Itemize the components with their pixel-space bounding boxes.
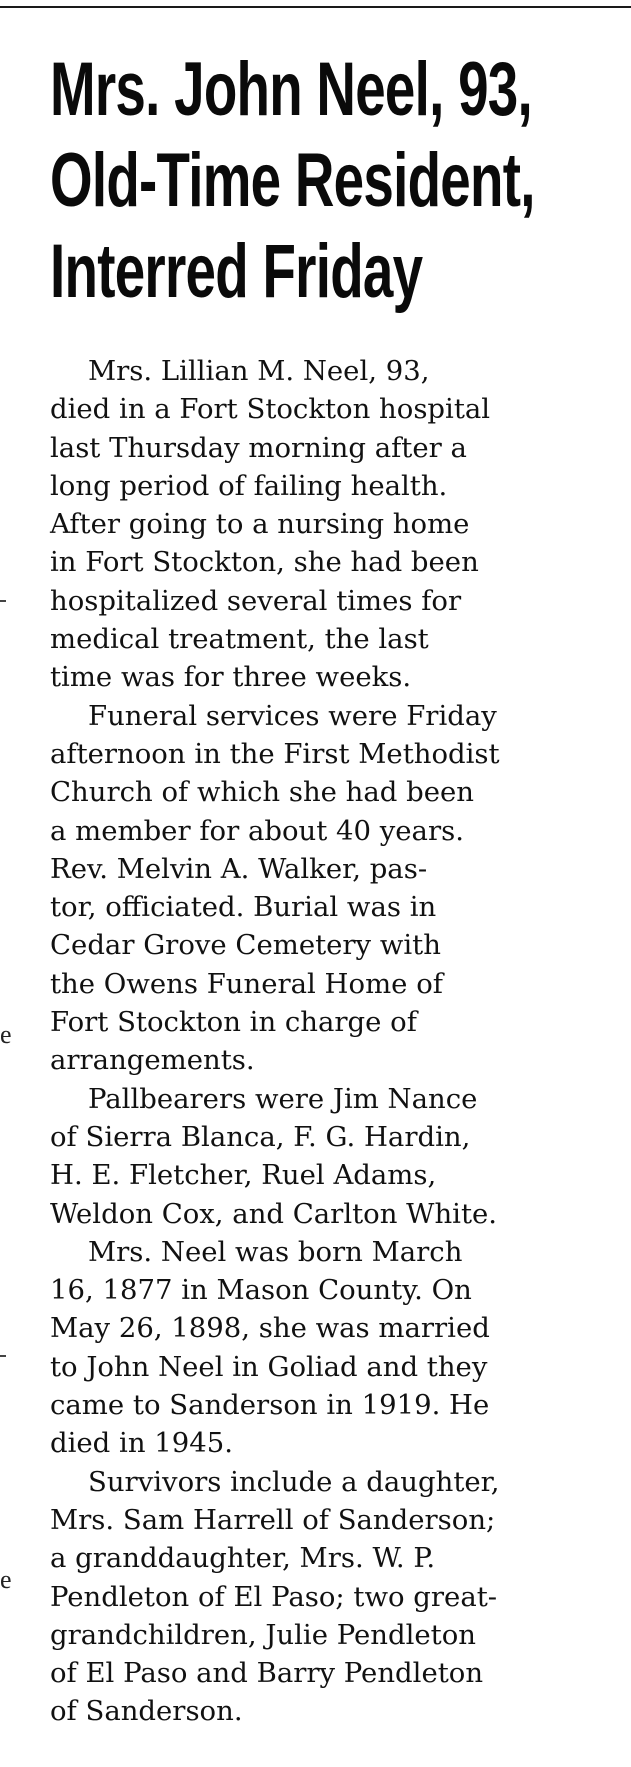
article-line: medical treatment, the last bbox=[50, 623, 429, 656]
article-line: Weldon Cox, and Carlton White. bbox=[50, 1197, 498, 1230]
article-line: Survivors include a daughter, bbox=[88, 1465, 500, 1498]
article-line: in Fort Stockton, she had been bbox=[50, 546, 479, 579]
article-line: Mrs. Sam Harrell of Sanderson; bbox=[50, 1503, 496, 1536]
article-line: of Sierra Blanca, F. G. Hardin, bbox=[50, 1120, 471, 1153]
top-rule bbox=[0, 6, 631, 8]
article-line: Funeral services were Friday bbox=[88, 699, 497, 732]
article-paragraph bbox=[50, 1080, 630, 1233]
article-body bbox=[50, 352, 630, 1731]
article-line: grandchildren, Julie Pendleton bbox=[50, 1618, 476, 1651]
article-line: May 26, 1898, she was married bbox=[50, 1312, 490, 1345]
article-line: the Owens Funeral Home of bbox=[50, 967, 443, 1000]
article-line: tor, officiated. Burial was in bbox=[50, 891, 437, 924]
article-line: a member for about 40 years. bbox=[50, 814, 464, 847]
article-line: Cedar Grove Cemetery with bbox=[50, 929, 441, 962]
article-line: Fort Stockton in charge of bbox=[50, 1006, 417, 1039]
headline-line: Mrs. John Neel, 93, bbox=[50, 47, 533, 132]
article-paragraph bbox=[50, 1233, 630, 1463]
margin-letter: e bbox=[0, 1565, 12, 1594]
article-line: Mrs. Neel was born March bbox=[88, 1235, 463, 1268]
article-line: Church of which she had been bbox=[50, 776, 474, 809]
article-line: Pallbearers were Jim Nance bbox=[88, 1082, 478, 1115]
article-line: last Thursday morning after a bbox=[50, 431, 467, 464]
article-line: to John Neel in Goliad and they bbox=[50, 1350, 488, 1383]
article-line: 16, 1877 in Mason County. On bbox=[50, 1274, 472, 1307]
article-line: Pendleton of El Paso; two great- bbox=[50, 1580, 498, 1613]
headline-line: Interred Friday bbox=[50, 229, 423, 314]
article-line: died in a Fort Stockton hospital bbox=[50, 393, 491, 426]
article-paragraph bbox=[50, 1463, 630, 1731]
left-edge-mark bbox=[0, 1355, 6, 1357]
left-edge-mark bbox=[0, 600, 6, 602]
article-line: afternoon in the First Methodist bbox=[50, 737, 500, 770]
article-line: arrangements. bbox=[50, 1044, 255, 1077]
article-line: hospitalized several times for bbox=[50, 584, 462, 617]
headline-line: Old-Time Resident, bbox=[50, 138, 535, 223]
article-line: H. E. Fletcher, Ruel Adams, bbox=[50, 1159, 437, 1192]
article-line: a granddaughter, Mrs. W. P. bbox=[50, 1542, 436, 1575]
article-line: long period of failing health. bbox=[50, 469, 448, 502]
margin-letter: e bbox=[0, 1020, 12, 1049]
article-line: came to Sanderson in 1919. He bbox=[50, 1389, 490, 1422]
article-line: After going to a nursing home bbox=[50, 508, 470, 541]
article-paragraph bbox=[50, 697, 630, 1080]
article-line: Mrs. Lillian M. Neel, 93, bbox=[88, 355, 430, 387]
article-line: Rev. Melvin A. Walker, pas- bbox=[50, 852, 428, 885]
article-line: of Sanderson. bbox=[50, 1695, 243, 1728]
article-line: of El Paso and Barry Pendleton bbox=[50, 1657, 484, 1690]
article-paragraph bbox=[50, 352, 630, 697]
headline bbox=[50, 44, 626, 317]
article-line: died in 1945. bbox=[50, 1427, 233, 1460]
article-line: time was for three weeks. bbox=[50, 661, 412, 694]
